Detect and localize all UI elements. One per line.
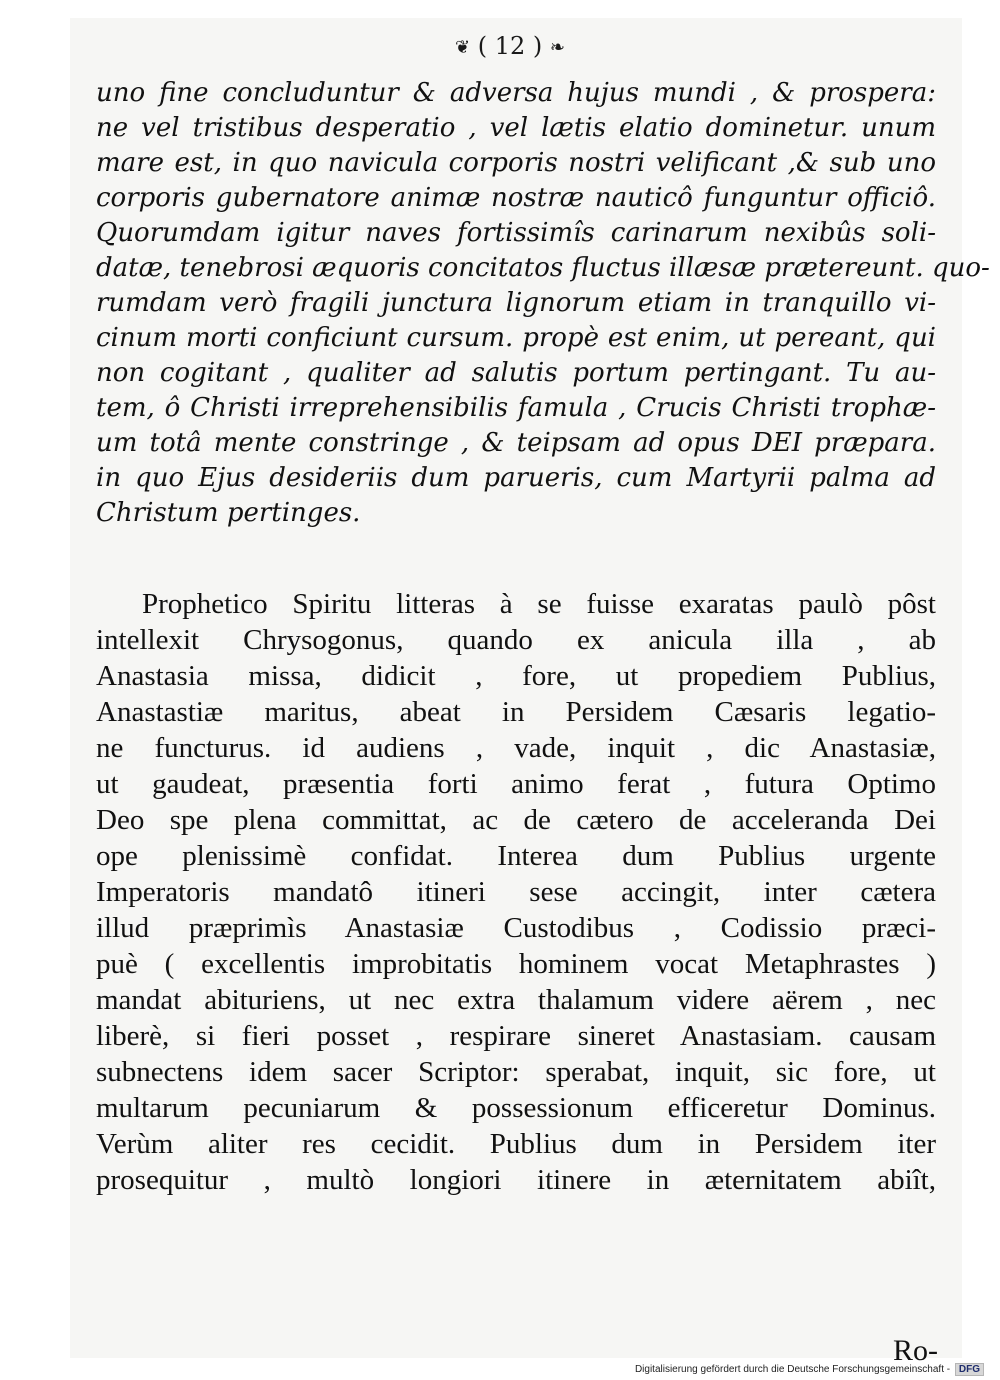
paragraph-line: liberè, si fieri posset , respirare sineret Anastasiam. causam: [96, 1020, 936, 1052]
italic-line: datæ, tenebrosi æquoris concitatos fluctus illæsæ prætereunt. quo-: [96, 253, 990, 283]
italic-line: Christum pertinges.: [96, 498, 361, 528]
dfg-logo: DFG: [955, 1363, 984, 1376]
italic-line: corporis gubernatore animæ nostræ nauticô funguntur officiô.: [96, 183, 936, 213]
paragraph-line: Deo spe plena committat, ac de cætero de acceleranda Dei: [96, 804, 936, 836]
italic-quotation: [96, 76, 990, 531]
paragraph-line: Prophetico Spiritu litteras à se fuisse exaratas paulò pôst: [142, 588, 936, 620]
italic-line: tem, ô Christi irreprehensibilis famula , Crucis Christi trophæ-: [96, 393, 936, 423]
paragraph-line: Anastastiæ maritus, abeat in Persidem Cæsaris legatio-: [96, 696, 936, 728]
right-ornament-icon: ❧: [549, 37, 565, 58]
main-paragraph: [96, 586, 936, 1198]
page-number-text: ( 12 ): [477, 32, 543, 60]
italic-line: um totâ mente constringe , & teipsam ad opus DEI præpara.: [96, 428, 936, 458]
paragraph-line: multarum pecuniarum & possessionum efficeretur Dominus.: [96, 1092, 936, 1124]
italic-line: rumdam verò fragili junctura lignorum etiam in tranquillo vi-: [96, 288, 936, 318]
paragraph-line: Imperatoris mandatô itineri sese accingit, inter cætera: [96, 876, 936, 908]
paragraph-line: prosequitur , multò longiori itinere in æternitatem abiît,: [96, 1164, 936, 1196]
italic-line: ne vel tristibus desperatio , vel lætis elatio dominetur. unum: [96, 113, 936, 143]
digitization-footer: [0, 1363, 984, 1376]
italic-line: uno fine concluduntur & adversa hujus mundi , & prospera:: [96, 78, 936, 108]
left-ornament-icon: ❦: [455, 37, 471, 58]
paragraph-line: Verùm aliter res cecidit. Publius dum in Persidem iter: [96, 1128, 936, 1160]
paragraph-line: ne functurus. id audiens , vade, inquit , dic Anastasiæ,: [96, 732, 936, 764]
italic-line: mare est, in quo navicula corporis nostri velificant ,& sub uno: [96, 148, 936, 178]
paragraph-line: Anastasia missa, didicit , fore, ut propediem Publius,: [96, 660, 936, 692]
italic-line: non cogitant , qualiter ad salutis portum pertingant. Tu au-: [96, 358, 936, 388]
paragraph-line: ut gaudeat, præsentia forti animo ferat , futura Optimo: [96, 768, 936, 800]
paragraph-line: puè ( excellentis improbitatis hominem vocat Metaphrastes ): [96, 948, 936, 980]
paragraph-line: illud præprimìs Anastasiæ Custodibus , Codissio præci-: [96, 912, 936, 944]
footer-text: Digitalisierung gefördert durch die Deutsche Forschungsgemeinschaft -: [634, 1364, 951, 1375]
italic-line: in quo Ejus desideriis dum parueris, cum Martyrii palma ad: [96, 463, 936, 493]
italic-line: Quorumdam igitur naves fortissimîs carinarum nexibûs soli-: [96, 218, 936, 248]
paragraph-line: subnectens idem sacer Scriptor: sperabat, inquit, sic fore, ut: [96, 1056, 936, 1088]
paragraph-line: mandat abituriens, ut nec extra thalamum videre aërem , nec: [96, 984, 936, 1016]
italic-line: cinum morti conficiunt cursum. propè est enim, ut pereant, qui: [96, 323, 936, 353]
page-number: [420, 32, 600, 60]
paragraph-line: intellexit Chrysogonus, quando ex anicula illa , ab: [96, 624, 936, 656]
paragraph-line: ope plenissimè confidat. Interea dum Publius urgente: [96, 840, 936, 872]
catchword: Ro-: [893, 1334, 938, 1367]
